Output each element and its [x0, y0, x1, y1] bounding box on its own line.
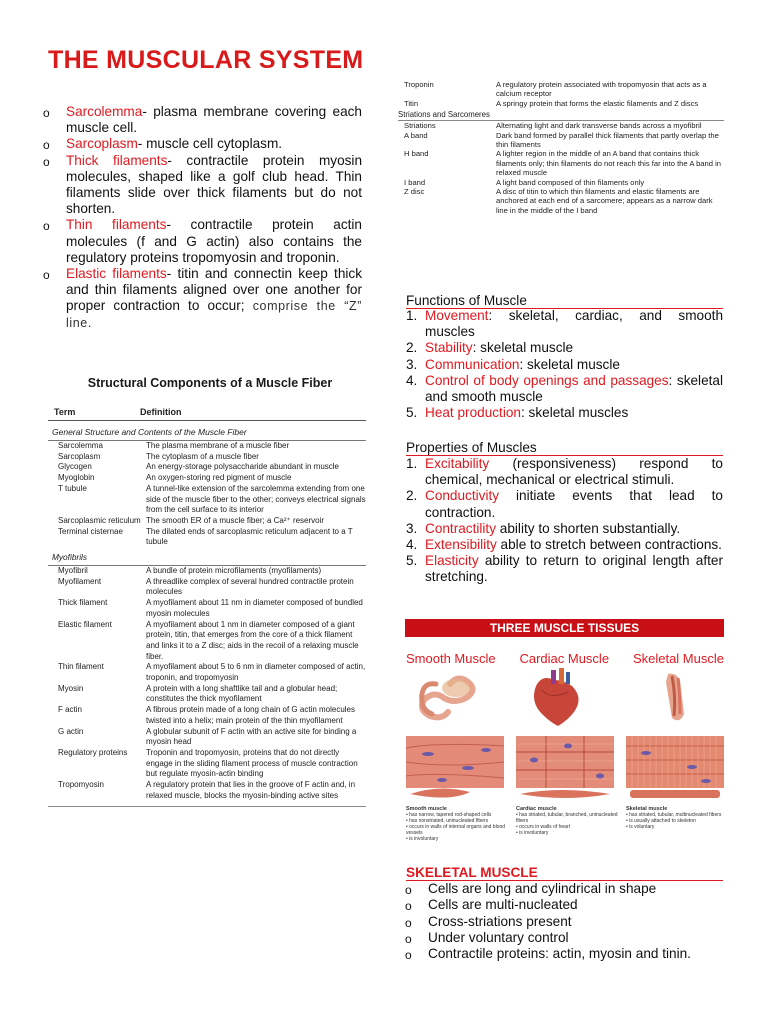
col-term: Term: [54, 407, 76, 417]
definition-term: Elastic filaments: [66, 266, 167, 282]
table-term: Myosin: [58, 683, 84, 693]
bullet-icon: o: [405, 883, 412, 897]
table-row: [48, 748, 366, 780]
skeletal-micrograph: [626, 736, 724, 788]
table-definition: A lighter region in the middle of an A band that contains thick filaments only; thin filaments do not reach this far into the A band in relaxed muscle: [496, 149, 721, 178]
table-term: G actin: [58, 726, 84, 736]
caption-line: • has nonstriated, uninucleated fibers: [406, 818, 489, 824]
section-general: General Structure and Contents of the Muscle Fiber: [48, 427, 366, 441]
bullet-icon: o: [405, 931, 412, 946]
list-item: [406, 521, 723, 537]
skeletal-item: [405, 913, 728, 930]
table-definition: A threadlike complex of several hundred contractile protein molecules: [146, 576, 354, 597]
skeletal-text: Cross-striations present: [428, 913, 572, 929]
striation-rows: [398, 121, 724, 215]
caption-line: • is involuntary: [406, 836, 439, 842]
table-definition: A fibrous protein made of a long chain of G actin molecules twisted into a helix; main protein of the thin myofilament: [146, 705, 356, 725]
table-definition: A tunnel-like extension of the sarcolemma extending from one side of the muscle fiber to the other; conveys electrical signals from the cell surface to its interior: [146, 483, 366, 515]
general-rows: [48, 441, 366, 548]
list-term: Excitability: [425, 456, 490, 471]
skeletal-text: Under voluntary control: [428, 929, 569, 945]
table-row: [48, 441, 366, 452]
list-text: ability to return to original length after stretching.: [425, 553, 723, 585]
table-row: [48, 473, 366, 484]
table-row: [48, 705, 366, 726]
table-term: Sarcoplasmic reticulum: [58, 515, 141, 525]
caption-line: • occurs in walls of heart: [516, 824, 570, 830]
list-term: Contractility: [425, 520, 497, 536]
table-term: Thick filament: [58, 598, 108, 608]
caption-line: • occurs in walls of internal organs and blood vessels: [406, 824, 506, 836]
skeletal-item: [405, 897, 728, 914]
table-row: [48, 516, 366, 527]
caption-smooth: [406, 806, 510, 842]
caption-line: • has striated, tubular, branched, uninucleated fibers: [516, 812, 618, 824]
table-definition: A protein with a long shaftlike tail and a globular head; constitutes the thick myofilament: [146, 683, 338, 704]
table-row: [398, 187, 724, 215]
table-definition: The plasma membrane of a muscle fiber: [146, 441, 290, 450]
table-definition: A springy protein that forms the elastic filaments and Z discs: [496, 98, 699, 108]
table-term: Striations: [404, 121, 436, 131]
functions-heading: Functions of Muscle: [406, 293, 723, 309]
skeletal-muscle-list: [405, 881, 728, 963]
definition-term: Thin filaments: [66, 217, 167, 233]
bullet-icon: o: [43, 106, 50, 120]
list-number: 4.: [406, 372, 418, 388]
table-term: Terminal cisternae: [58, 526, 123, 536]
definition-text: - muscle cell cytoplasm.: [137, 136, 283, 152]
caption-line: • is usually attached to skeleton: [626, 818, 696, 824]
list-text: initiate events that lead to contraction.: [425, 488, 723, 520]
definition-term: Sarcolemma: [66, 104, 143, 119]
skeletal-item: [405, 881, 728, 897]
table-row: [398, 99, 724, 108]
caption-cardiac: [516, 806, 620, 836]
caption-title: Cardiac muscle: [516, 806, 557, 812]
table-row: [48, 620, 366, 663]
label-skeletal-muscle: Skeletal Muscle: [632, 651, 724, 666]
table-row: [48, 462, 366, 473]
list-item: [406, 553, 723, 585]
list-item: [406, 340, 723, 356]
skeletal-text: Cells are multi-nucleated: [428, 897, 578, 913]
cardiac-micrograph: [516, 736, 614, 788]
muscle-tissue-figure: [406, 666, 724, 850]
table-term: A band: [404, 130, 428, 140]
definition-term: Thick filaments: [66, 152, 168, 168]
striations-table: [398, 80, 724, 215]
definition-list: [43, 104, 363, 331]
caption-line: • has striated, tubular, multinucleated fibers: [626, 812, 722, 818]
bullet-icon: o: [405, 915, 412, 930]
definition-text: - titin and connectin keep thick and thin filaments aligned over one another for proper contraction to occur;: [66, 266, 362, 314]
skeletal-text: Cells are long and cylindrical in shape: [428, 881, 657, 896]
list-number: 5.: [406, 553, 418, 569]
table-definition: A myofilament about 1 nm in diameter composed of a giant protein, titin, that emerges from the core of a thick filament and links it to a Z disc; aids in the recoil of a relaxing muscle fiber.: [146, 619, 359, 661]
list-term: Heat production: [425, 405, 521, 421]
list-text: : skeletal and smooth muscle: [425, 372, 723, 405]
table-row: [48, 684, 366, 705]
table-row: [48, 598, 366, 619]
list-term: Communication: [425, 356, 520, 372]
table-definition: A bundle of protein microfilaments (myofilaments): [146, 566, 322, 576]
table-definition: A globular subunit of F actin with an active site for binding a myosin head: [146, 726, 357, 747]
table-definition: Troponin and tropomyosin, proteins that do not directly engage in the sliding filament process of muscle contraction but regulate myosin-actin binding: [146, 747, 358, 779]
table-bottom-rule: [48, 806, 366, 807]
properties-list: [406, 456, 723, 586]
section-striations: Striations and Sarcomeres: [398, 110, 724, 121]
table-definition: The cytoplasm of a muscle fiber: [146, 451, 259, 461]
bullet-icon: o: [43, 219, 50, 234]
table-definition: An energy-storage polysaccharide abundant in muscle: [146, 462, 340, 472]
list-number: 3.: [406, 520, 418, 536]
list-term: Stability: [425, 340, 473, 356]
definition-item: [43, 136, 362, 153]
definition-text: - plasma membrane covering each muscle cell.: [66, 104, 362, 136]
definition-text: - contractile protein actin molecules (f and G actin) also contains the regulatory proteins tropomyosin and troponin.: [66, 217, 362, 265]
table-row: [48, 727, 366, 748]
table-term: Myofibril: [58, 566, 88, 576]
list-number: 2.: [406, 488, 418, 504]
list-term: Control of body openings and passages: [425, 372, 669, 388]
list-item: [406, 456, 723, 488]
list-item: [406, 308, 723, 340]
bullet-icon: o: [43, 154, 50, 169]
skeletal-item: [405, 946, 728, 963]
list-item: [406, 405, 723, 421]
bullet-icon: o: [43, 138, 50, 153]
list-item: [406, 488, 723, 520]
page-title: THE MUSCULAR SYSTEM: [48, 46, 364, 74]
skeletal-muscle-heading: SKELETAL MUSCLE: [406, 865, 723, 881]
three-muscle-tissues-banner: THREE MUSCLE TISSUES: [405, 619, 724, 637]
heart-icon: [534, 668, 579, 726]
skeletal-item: [405, 929, 728, 946]
caption-line: • has narrow, tapered rod-shaped cells: [406, 812, 492, 818]
table-definition: The dilated ends of sarcoplasmic reticulum adjacent to a T tubule: [146, 526, 353, 547]
table-row: [48, 452, 366, 463]
list-text: : skeletal muscle: [519, 356, 620, 372]
list-item: [406, 373, 723, 405]
list-number: 1.: [406, 308, 418, 323]
section-myofibrils: Myofibrils: [48, 552, 366, 566]
table-row: [48, 577, 366, 598]
table-definition: A myofilament about 5 to 6 nm in diameter composed of actin, troponin, and tropomyosin: [146, 662, 366, 683]
table-term: I band: [404, 177, 426, 187]
caption-title: Smooth muscle: [406, 806, 447, 812]
list-term: Conductivity: [425, 488, 500, 504]
definition-item: [43, 217, 362, 266]
table-header: [48, 407, 366, 421]
smooth-micrograph: [406, 736, 504, 788]
skeletal-text: Contractile proteins: actin, myosin and tinin.: [428, 946, 691, 962]
list-text: : skeletal, cardiac, and smooth muscles: [425, 308, 723, 340]
regulatory-rows: [398, 80, 724, 108]
table-definition: Alternating light and dark transverse bands across a myofibril: [496, 121, 702, 131]
list-number: 3.: [406, 356, 418, 372]
definition-term: Sarcoplasm: [66, 136, 138, 152]
bullet-icon: o: [405, 899, 412, 914]
table-term: Z disc: [404, 187, 425, 197]
table-definition: A light band composed of thin filaments only: [496, 177, 645, 187]
caption-line: • is voluntary: [626, 824, 655, 830]
tissue-labels: [406, 651, 724, 666]
list-term: Elasticity: [425, 553, 479, 569]
table-row: [398, 80, 724, 99]
list-text: (responsiveness) respond to chemical, mechanical or electrical stimuli.: [425, 456, 723, 488]
label-smooth-muscle: Smooth Muscle: [406, 651, 496, 666]
caption-line: • is involuntary: [516, 830, 549, 836]
table-definition: A regulatory protein associated with tropomyosin that acts as a calcium receptor: [496, 80, 707, 99]
bullet-icon: o: [405, 948, 412, 963]
properties-heading: Properties of Muscles: [406, 440, 723, 456]
table-term: Sarcoplasm: [58, 451, 101, 461]
muscle-tissue-illustration: [406, 666, 724, 806]
table-row: [398, 131, 724, 150]
table-term: Regulatory proteins: [58, 747, 128, 757]
table-term: Tropomyosin: [58, 780, 104, 790]
definition-note: comprise the “Z” line.: [66, 299, 362, 330]
table-term: T tubule: [58, 483, 87, 493]
table-title: Structural Components of a Muscle Fiber: [87, 376, 333, 390]
table-term: Glycogen: [58, 462, 92, 472]
definition-item: [43, 152, 363, 218]
list-term: Movement: [425, 308, 489, 323]
caption-skeletal: [626, 806, 730, 830]
table-term: Troponin: [404, 80, 434, 89]
list-term: Extensibility: [425, 537, 497, 553]
table-term: F actin: [58, 705, 83, 715]
table-term: Titin: [404, 98, 419, 108]
table-term: Elastic filament: [58, 619, 112, 629]
table-term: Thin filament: [58, 662, 104, 672]
list-text: : skeletal muscle: [472, 340, 574, 356]
table-row: [398, 178, 724, 187]
table-definition: Dark band formed by parallel thick filaments that partly overlap the thin filaments: [496, 130, 719, 150]
table-row: [48, 566, 366, 577]
list-number: 1.: [406, 456, 418, 471]
definition-item: [43, 266, 362, 331]
list-number: 4.: [406, 537, 418, 553]
intestine-icon: [422, 678, 473, 717]
table-row: [398, 121, 724, 130]
table-definition: The smooth ER of a muscle fiber; a Ca²⁺ reservoir: [146, 515, 325, 525]
table-term: Myofilament: [58, 576, 102, 586]
definition-text: - contractile protein myosin molecules, shaped like a golf club head. Thin filaments slide over thick filaments but do not shorten.: [66, 152, 363, 217]
col-definition: Definition: [140, 407, 182, 417]
table-term: H band: [404, 149, 429, 159]
table-row: [48, 484, 366, 516]
list-text: : skeletal muscles: [520, 405, 629, 421]
table-row: [48, 662, 366, 683]
list-item: [406, 537, 723, 553]
caption-title: Skeletal muscle: [626, 806, 668, 812]
myofibril-rows: [48, 566, 366, 801]
list-text: ability to shorten substantially.: [496, 520, 681, 536]
arm-muscle-icon: [666, 674, 684, 721]
definition-item: [43, 104, 362, 136]
list-text: able to stretch between contractions.: [496, 537, 722, 553]
table-term: Myoglobin: [58, 473, 95, 483]
table-definition: A disc of titin to which thin filaments and elastic filaments are anchored at each end of a sarcomere; appears as a narrow dark line in the middle of the I band: [496, 187, 713, 215]
table-row: [48, 780, 366, 801]
table-term: Sarcolemma: [58, 441, 103, 450]
structural-components-table: [48, 376, 366, 807]
table-definition: A regulatory protein that lies in the groove of F actin and, in relaxed muscle, blocks the myosin-binding active sites: [146, 780, 356, 800]
cell-sketches: [410, 788, 720, 798]
table-definition: An oxygen-storing red pigment of muscle: [146, 473, 292, 483]
label-cardiac-muscle: Cardiac Muscle: [519, 651, 610, 666]
list-number: 2.: [406, 340, 418, 356]
table-row: [48, 527, 366, 548]
table-row: [398, 149, 724, 177]
bullet-icon: o: [43, 268, 50, 283]
table-definition: A myofilament about 11 nm in diameter composed of bundled myosin molecules: [146, 598, 363, 618]
list-item: [406, 357, 723, 373]
functions-list: [406, 308, 723, 421]
list-number: 5.: [406, 405, 418, 421]
